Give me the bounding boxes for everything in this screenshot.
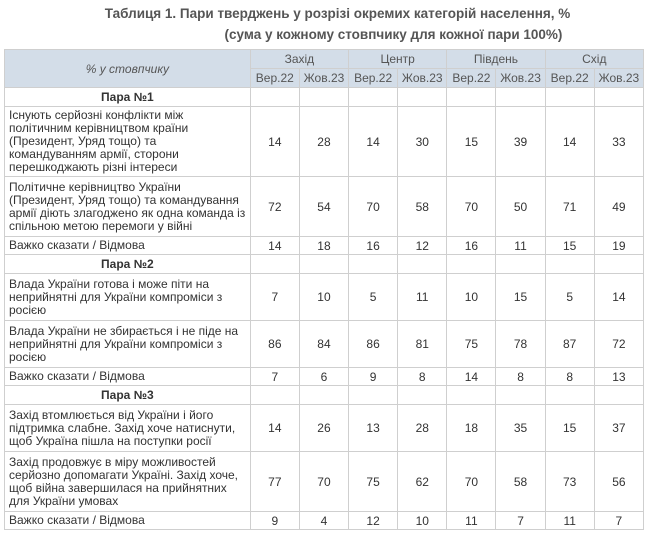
row-label: Влада України не збирається і не піде на неприйнятні для України компроміси з росією bbox=[5, 321, 251, 368]
empty-cell bbox=[447, 88, 496, 107]
region-header: Центр bbox=[349, 50, 447, 69]
empty-cell bbox=[398, 88, 447, 107]
value-cell: 15 bbox=[545, 405, 594, 452]
region-header: Південь bbox=[447, 50, 545, 69]
value-cell: 4 bbox=[299, 512, 348, 530]
period-header: Вер.22 bbox=[349, 69, 398, 88]
period-header: Жов.23 bbox=[398, 69, 447, 88]
value-cell: 72 bbox=[250, 177, 299, 237]
table-row bbox=[5, 237, 644, 255]
empty-cell bbox=[545, 255, 594, 274]
value-cell: 28 bbox=[299, 107, 348, 177]
value-cell: 35 bbox=[496, 405, 545, 452]
value-cell: 50 bbox=[496, 177, 545, 237]
empty-cell bbox=[594, 255, 643, 274]
period-header: Жов.23 bbox=[496, 69, 545, 88]
value-cell: 11 bbox=[545, 512, 594, 530]
empty-cell bbox=[299, 255, 348, 274]
value-cell: 15 bbox=[545, 237, 594, 255]
value-cell: 70 bbox=[349, 177, 398, 237]
value-cell: 8 bbox=[545, 368, 594, 386]
value-cell: 7 bbox=[496, 512, 545, 530]
region-header: Захід bbox=[250, 50, 348, 69]
period-header: Жов.23 bbox=[299, 69, 348, 88]
value-cell: 8 bbox=[398, 368, 447, 386]
value-cell: 14 bbox=[545, 107, 594, 177]
value-cell: 14 bbox=[250, 107, 299, 177]
table-row bbox=[5, 452, 644, 512]
value-cell: 10 bbox=[447, 274, 496, 321]
value-cell: 11 bbox=[398, 274, 447, 321]
table-title: Таблиця 1. Пари тверджень у розрізі окремих категорій населення, % bbox=[104, 6, 571, 21]
value-cell: 8 bbox=[496, 368, 545, 386]
value-cell: 12 bbox=[349, 512, 398, 530]
table-row bbox=[5, 177, 644, 237]
value-cell: 5 bbox=[545, 274, 594, 321]
table-row bbox=[5, 107, 644, 177]
data-table bbox=[4, 49, 644, 530]
table-row bbox=[5, 368, 644, 386]
value-cell: 11 bbox=[447, 512, 496, 530]
value-cell: 70 bbox=[299, 452, 348, 512]
section-row bbox=[5, 88, 644, 107]
empty-cell bbox=[398, 255, 447, 274]
value-cell: 75 bbox=[447, 321, 496, 368]
value-cell: 16 bbox=[447, 237, 496, 255]
value-cell: 70 bbox=[447, 177, 496, 237]
value-cell: 33 bbox=[594, 107, 643, 177]
value-cell: 87 bbox=[545, 321, 594, 368]
value-cell: 15 bbox=[496, 274, 545, 321]
row-label: Влада України готова і може піти на неприйнятні для України компроміси з росією bbox=[5, 274, 251, 321]
empty-cell bbox=[250, 88, 299, 107]
empty-cell bbox=[594, 386, 643, 405]
section-title: Пара №3 bbox=[5, 386, 251, 405]
empty-cell bbox=[349, 386, 398, 405]
value-cell: 78 bbox=[496, 321, 545, 368]
value-cell: 7 bbox=[594, 512, 643, 530]
value-cell: 39 bbox=[496, 107, 545, 177]
table-row bbox=[5, 321, 644, 368]
empty-cell bbox=[447, 255, 496, 274]
value-cell: 18 bbox=[447, 405, 496, 452]
table-row bbox=[5, 405, 644, 452]
section-row bbox=[5, 386, 644, 405]
value-cell: 56 bbox=[594, 452, 643, 512]
value-cell: 58 bbox=[496, 452, 545, 512]
value-cell: 13 bbox=[349, 405, 398, 452]
value-cell: 18 bbox=[299, 237, 348, 255]
value-cell: 14 bbox=[250, 405, 299, 452]
empty-cell bbox=[398, 386, 447, 405]
corner-header: % у стовпчику bbox=[5, 50, 251, 88]
row-label: Важко сказати / Відмова bbox=[5, 237, 251, 255]
period-header: Вер.22 bbox=[447, 69, 496, 88]
value-cell: 49 bbox=[594, 177, 643, 237]
value-cell: 14 bbox=[250, 237, 299, 255]
row-label: Важко сказати / Відмова bbox=[5, 512, 251, 530]
value-cell: 7 bbox=[250, 368, 299, 386]
value-cell: 26 bbox=[299, 405, 348, 452]
section-row bbox=[5, 255, 644, 274]
row-label: Захід продовжує в міру можливостей серйозно допомагати Україні. Захід хоче, щоб війна завершилася на прийнятних для України умовах bbox=[5, 452, 251, 512]
empty-cell bbox=[250, 255, 299, 274]
value-cell: 16 bbox=[349, 237, 398, 255]
value-cell: 7 bbox=[250, 274, 299, 321]
value-cell: 9 bbox=[250, 512, 299, 530]
value-cell: 28 bbox=[398, 405, 447, 452]
value-cell: 84 bbox=[299, 321, 348, 368]
table-row bbox=[5, 274, 644, 321]
value-cell: 6 bbox=[299, 368, 348, 386]
value-cell: 77 bbox=[250, 452, 299, 512]
empty-cell bbox=[496, 255, 545, 274]
value-cell: 10 bbox=[398, 512, 447, 530]
value-cell: 5 bbox=[349, 274, 398, 321]
empty-cell bbox=[299, 88, 348, 107]
row-label: Важко сказати / Відмова bbox=[5, 368, 251, 386]
value-cell: 9 bbox=[349, 368, 398, 386]
value-cell: 72 bbox=[594, 321, 643, 368]
empty-cell bbox=[545, 88, 594, 107]
value-cell: 70 bbox=[447, 452, 496, 512]
region-header: Схід bbox=[545, 50, 643, 69]
empty-cell bbox=[250, 386, 299, 405]
table-row bbox=[5, 512, 644, 530]
value-cell: 75 bbox=[349, 452, 398, 512]
value-cell: 14 bbox=[447, 368, 496, 386]
empty-cell bbox=[594, 88, 643, 107]
value-cell: 86 bbox=[250, 321, 299, 368]
value-cell: 10 bbox=[299, 274, 348, 321]
value-cell: 14 bbox=[594, 274, 643, 321]
empty-cell bbox=[349, 255, 398, 274]
period-header: Жов.23 bbox=[594, 69, 643, 88]
period-header: Вер.22 bbox=[545, 69, 594, 88]
value-cell: 71 bbox=[545, 177, 594, 237]
row-label: Існують серйозні конфлікти між політичним керівництвом країни (Президент, Уряд тощо) та командуванням армії, сторони перешкоджають різні інтереси bbox=[5, 107, 251, 177]
value-cell: 13 bbox=[594, 368, 643, 386]
empty-cell bbox=[447, 386, 496, 405]
value-cell: 30 bbox=[398, 107, 447, 177]
value-cell: 37 bbox=[594, 405, 643, 452]
period-header: Вер.22 bbox=[250, 69, 299, 88]
empty-cell bbox=[349, 88, 398, 107]
value-cell: 58 bbox=[398, 177, 447, 237]
empty-cell bbox=[496, 386, 545, 405]
value-cell: 14 bbox=[349, 107, 398, 177]
value-cell: 12 bbox=[398, 237, 447, 255]
value-cell: 62 bbox=[398, 452, 447, 512]
value-cell: 54 bbox=[299, 177, 348, 237]
value-cell: 19 bbox=[594, 237, 643, 255]
value-cell: 73 bbox=[545, 452, 594, 512]
section-title: Пара №2 bbox=[5, 255, 251, 274]
row-label: Захід втомлюється від України і його підтримка слабне. Захід хоче натиснути, щоб Україна пішла на поступки росії bbox=[5, 405, 251, 452]
section-title: Пара №1 bbox=[5, 88, 251, 107]
value-cell: 11 bbox=[496, 237, 545, 255]
row-label: Політичне керівництво України (Президент, Уряд тощо) та командування армії діють злагоджено як одна команда із спільною метою перемоги у війні bbox=[5, 177, 251, 237]
value-cell: 81 bbox=[398, 321, 447, 368]
empty-cell bbox=[496, 88, 545, 107]
empty-cell bbox=[545, 386, 594, 405]
table-subtitle: (сума у кожному стовпчику для кожної пари 100%) bbox=[224, 27, 563, 42]
value-cell: 86 bbox=[349, 321, 398, 368]
value-cell: 15 bbox=[447, 107, 496, 177]
empty-cell bbox=[299, 386, 348, 405]
